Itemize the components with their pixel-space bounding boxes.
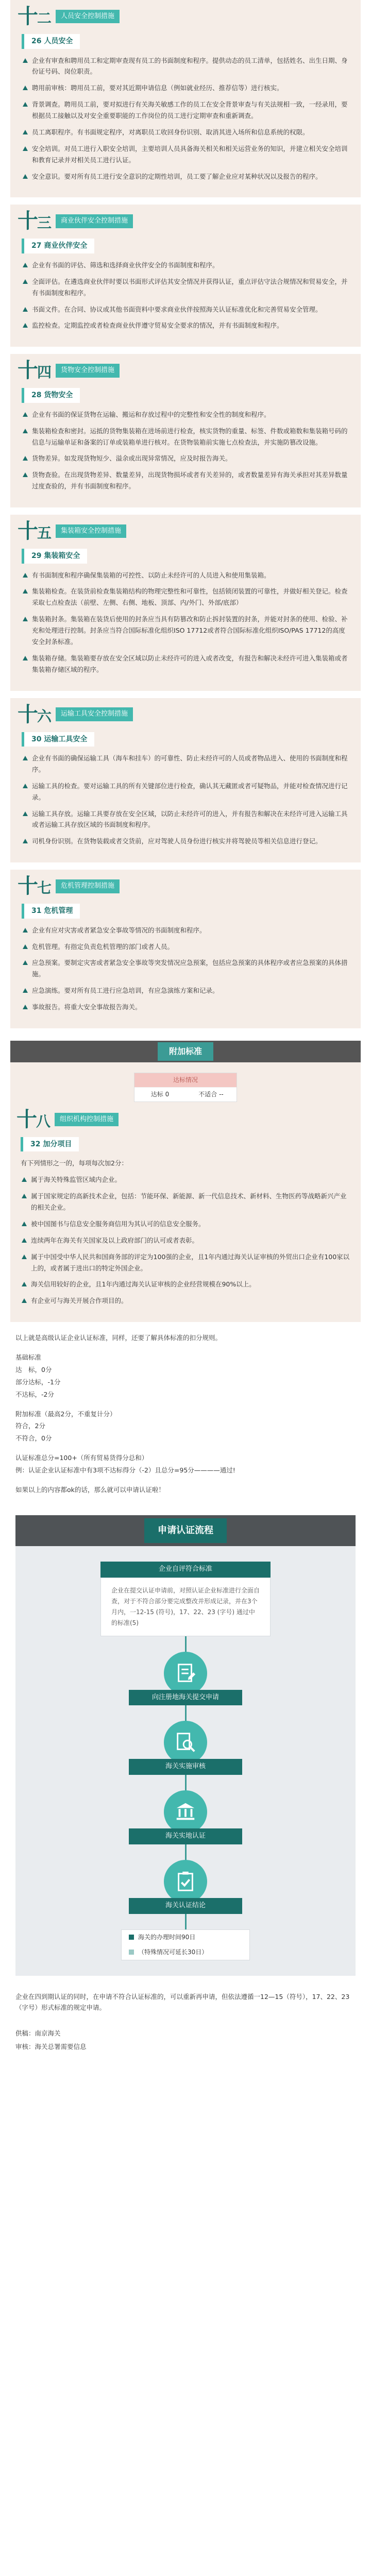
- list-item: 连续两年在海关有关国家及以上政府部门的认可或者表彰。: [21, 1235, 350, 1246]
- sec-num-sub: 五: [37, 524, 51, 541]
- list-item: 企业有书面的确保运输工具（海车和挂车）的可靠性、防止未经许可的人员或者物品进入、使用的书面制度和程序。: [22, 753, 349, 775]
- sec-tag: 运输工具安全控制措施: [56, 707, 133, 721]
- list-item: 安全培训。对员工进行入职安全培训，主要培训人员具备海关相关和相关运营业务的知识，并建立相关安全培训和教育记录并对相关员工进行认证。: [22, 143, 349, 166]
- legend-row: [134, 1087, 237, 1101]
- section-5: [10, 870, 361, 1028]
- list-item: 监控检查。定期监控或者检查商业伙伴遵守贸易安全要求的情况，并有书面制度和程序。: [22, 320, 349, 331]
- list-item: 企业有书面的评估、筛选和选择商业伙伴安全的书面制度和程序。: [22, 260, 349, 271]
- list-item: 运输工具的检查。要对运输工具的所有关键部位进行检查，确认其无藏匿或者可疑物品，并能对检查情况进行记录。: [22, 781, 349, 803]
- addon-sec-number: [16, 1109, 49, 1130]
- step5-label: 海关认证结论: [129, 1898, 242, 1914]
- sec-num-sub: 六: [37, 707, 51, 725]
- sec-sub-title: 31 危机管理: [22, 904, 80, 919]
- building-icon: [164, 1790, 207, 1834]
- list-item: 属于中国受中华人民共和国商务部的评定为100强的企业，且1年内通过海关认证审核的外贸出口企业有100家以上的，或者属于进出口的特定外国企业。: [21, 1251, 350, 1274]
- review-label: 审核：海关总署需要信息: [15, 2043, 87, 2051]
- add-rule-1: 符合，2分: [15, 1422, 45, 1430]
- sec-number: [18, 211, 50, 231]
- timeline-box: [121, 1929, 250, 1960]
- formula-example: 例：认证企业认证标准中有3项不达标得分（-2）且总分=95分————通过!: [15, 1466, 235, 1474]
- document-icon: [164, 1652, 207, 1695]
- sec-num-main: 十: [18, 5, 37, 28]
- addon-num-main: 十: [16, 1107, 36, 1131]
- base-title: 基础标准: [15, 1353, 42, 1361]
- base-rule-1: 达 标，0分: [15, 1365, 52, 1374]
- sec-sub-title: 30 运输工具安全: [22, 732, 94, 747]
- addon-num-sub: 八: [36, 1112, 50, 1130]
- scoring-block: [0, 1329, 371, 1500]
- list-item: 集装箱存储。集装箱要存放在安全区域以防止未经许可的进入或者改变，有报告和解决未经许可进入集装箱或者集装箱存储区域的程序。: [22, 653, 349, 675]
- sec-tag: 商业伙伴安全控制措施: [56, 214, 133, 228]
- sec-tag: 集装箱安全控制措施: [56, 524, 126, 538]
- sec-num-sub: 二: [37, 10, 51, 27]
- scoring-intro: 以上就是高级认证企业认证标准，同样，还要了解具体标准的扣分规则。: [15, 1334, 222, 1342]
- footer: [0, 1986, 371, 2060]
- section-0: [10, 0, 361, 197]
- sec-sub-title: 28 货物安全: [22, 388, 80, 403]
- timeline-row-2: [122, 1945, 249, 1960]
- addon-sub-title: 32 加分项目: [21, 1137, 79, 1152]
- sec-number: [18, 704, 50, 725]
- sec-num-sub: 三: [37, 214, 51, 232]
- base-rule-2: 部分达标，-1分: [15, 1378, 61, 1386]
- list-item: 事故报告。将重大安全事故报告海关。: [22, 1002, 349, 1013]
- list-item: 企业有审查和聘用员工和定期审查现有员工的书面制度和程序。提供动态的员工清单，包括姓名、出生日期、身份证号码、岗位职责。: [22, 55, 349, 78]
- list-item: 员工离职程序。有书面规定程序，对离职员工收回身份识别、取消其进入场所和信息系统的权限。: [22, 127, 349, 138]
- list-item: 应急预案。要制定灾害或者紧急安全事故等突发情况应急预案，包括应急预案的具体程序或者应急预案的具体措施。: [22, 957, 349, 980]
- sec-tag: 货物安全控制措施: [56, 364, 120, 378]
- legend-head: 达标情况: [134, 1073, 237, 1087]
- timeline-text-2: （特殊情况可延长30日）: [138, 1948, 208, 1956]
- sections-container: [0, 0, 371, 1028]
- sec-sub-title: 27 商业伙伴安全: [22, 239, 94, 253]
- list-item: 属于国家规定的高新技术企业，包括：节能环保、新能源、新一代信息技术、新材料、生物医药等战略新兴产业的相关企业。: [21, 1191, 350, 1213]
- source-label: 供稿：南京海关: [15, 2029, 61, 2038]
- clipboard-check-icon: [164, 1860, 207, 1903]
- step3-label: 海关实施审核: [129, 1759, 242, 1775]
- sec-number: [18, 521, 50, 541]
- flow-section: [15, 1515, 356, 1976]
- list-item: 企业有应对灾害或者紧急安全事故等情况的书面制度和程序。: [22, 925, 349, 936]
- list-item: 司机身份识别。在货物装载或者交货前，应对驾驶人员身份进行核实并将驾驶员等相关信息进行登记。: [22, 836, 349, 847]
- flow-body: [100, 1562, 271, 1960]
- sec-num-sub: 七: [37, 879, 51, 897]
- sec-number: [18, 360, 50, 381]
- list-item: 集装箱封条。集装箱在装货后使用的封条应当具有防篡改和防止拆封装置的封条，并能对封条的使用、检验、补充和处理进行控制。封条应当符合国际标准化组织ISO 17712或者符合国际标准化组织ISO/PAS 17712的高度安全封条标准。: [22, 614, 349, 648]
- add-rule-2: 不符合，0分: [15, 1434, 52, 1443]
- sec-head: [18, 360, 349, 381]
- list-item: 聘用前审核：聘用员工前，要对其近期申请信息（例如就业经历、推荐信等）进行核实。: [22, 82, 349, 94]
- addon-sec-tag: 组织机构控制措施: [55, 1113, 119, 1127]
- flow-banner: [15, 1515, 356, 1546]
- sec-number: [18, 6, 50, 27]
- sec-num-main: 十: [18, 519, 37, 543]
- sec-sub-title: 26 人员安全: [22, 34, 80, 49]
- sec-head: [18, 6, 349, 27]
- step2-label: 向注册地海关提交申请: [129, 1690, 242, 1706]
- timeline-row-1: [122, 1930, 249, 1945]
- sec-number: [18, 874, 51, 899]
- sec-head: [18, 521, 349, 541]
- formula-title: 认证标准总分=100+（所有贸易货得分总和）: [15, 1454, 148, 1462]
- list-item: 有企业可与海关开展合作项目的。: [21, 1295, 350, 1307]
- sec-head: [18, 704, 349, 725]
- list-item: 属于海关特殊监管区域内企业。: [21, 1174, 350, 1185]
- section-4: [10, 698, 361, 863]
- section-2: [10, 354, 361, 507]
- addon-banner: [10, 1041, 361, 1062]
- sec-num-sub: 四: [37, 364, 51, 381]
- add-title: 附加标准（最高2分，不重复计分）: [15, 1410, 116, 1418]
- magnifier-icon: [164, 1721, 207, 1764]
- list-item: 被中国图书与信息安全服务商信用为其认可的信息安全服务。: [21, 1218, 350, 1230]
- flow-banner-label: 申请认证流程: [144, 1518, 227, 1543]
- sec-num-main: 十: [18, 359, 37, 383]
- section-3: [10, 515, 361, 691]
- sec-head: [18, 874, 349, 899]
- step4-label: 海关实地认证: [129, 1828, 242, 1844]
- base-rule-3: 不达标，-2分: [15, 1390, 54, 1398]
- addon-intro: 有下列情形之一的，每项每次加2分：: [21, 1159, 128, 1167]
- legend-col-2: 不适合 --: [185, 1087, 237, 1101]
- square-icon: [129, 1935, 134, 1940]
- addon-sec-head: [16, 1109, 350, 1130]
- sec-tag: 危机管理控制措施: [56, 879, 120, 893]
- list-item: 书面文件。在合同、协议或其他书面资料中要求商业伙伴按照海关认证标准优化和完善贸易安全管理。: [22, 304, 349, 315]
- list-item: 企业有书面的保证货物在运输、搬运和存放过程中的完整性和安全性的制度和程序。: [22, 409, 349, 420]
- list-item: 全面评估。在遴选商业伙伴时要以书面形式评估其安全情况并获得认证，重点评估守法合规情况和贸易安全，并有书面制度和程序。: [22, 276, 349, 299]
- sec-head: [18, 211, 349, 231]
- sec-tag: 人员安全控制措施: [56, 10, 120, 24]
- list-item: 集装箱检查。在装货前检查集装箱结构的物理完整性和可靠性，包括锁闭装置的可靠性，并做好相关登记。检查采取七点检查法（前壁、左侧、右侧、地板、顶部、内/外门、外部/底部）: [22, 586, 349, 608]
- step1-title: 企业自评符合标准: [100, 1562, 271, 1578]
- sec-num-main: 十: [18, 874, 37, 899]
- scoring-outro: 如果以上的内容都ok的话，那么就可以申请认证啦！: [15, 1485, 165, 1494]
- list-item: 运输工具存放。运输工具要存放在安全区域，以防止未经许可的进入，并有报告和解决在未经许可进入运输工具或者运输工具存放区域的书面制度和程序。: [22, 808, 349, 831]
- list-item: 海关信用较好的企业，且1年内通过海关认证审核的企业经营规模在90%以上。: [21, 1279, 350, 1290]
- addon-banner-label: 附加标准: [158, 1042, 213, 1061]
- legend-col-1: 达标 0: [134, 1087, 185, 1101]
- addon-section: [10, 1041, 361, 1322]
- section-1: [10, 205, 361, 347]
- list-item: 集装箱检查和密封。运抵的货物集装箱在进场前进行检查，核实货物的重量、标签、件数或箱数和集装箱号码的信息与运输单证和备案的订单或装箱单进行核对。在货物装箱前实施七点检查法，并实施防篡改设施。: [22, 426, 349, 448]
- list-item: 货物查验。在出现货物差异、数量差异，出现货物损坏或者有关差异的，或者数量差异有海关承担对其差异数量过度查验的，并有书面制度和程序。: [22, 469, 349, 492]
- sec-num-main: 十: [18, 702, 37, 726]
- list-item: 安全意识。要对所有员工进行安全意识的定期性培训，员工要了解企业应对某种状况以及报告的程序。: [22, 171, 349, 182]
- list-item: 背景调查。聘用员工前，要对拟进行有关海关敏感工作的员工在安全背景审查与有关法规相一致，一经录用，要根据员工接触以及对安全重要职能的工作岗位的员工进行定期审查和重新调查。: [22, 99, 349, 122]
- list-item: 危机管理。有指定负责危机管理的部门或者人员。: [22, 941, 349, 953]
- list-item: 有书面制度和程序确保集装箱的可控性、以防止未经许可的人员进入和使用集装箱。: [22, 570, 349, 581]
- list-item: 货物差异。如发现货物短少、溢余或出现异常情况，应及时报告海关。: [22, 453, 349, 464]
- sec-sub-title: 29 集装箱安全: [22, 549, 87, 564]
- sec-num-main: 十: [18, 209, 37, 233]
- legend: [134, 1073, 237, 1102]
- list-item: 应急演练。要对所有员工进行应急培训，有应急演练方案和记录。: [22, 985, 349, 996]
- timeline-text-1: 海关的办理时间90日: [138, 1933, 196, 1941]
- square-icon: [129, 1950, 134, 1955]
- footer-text: 企业在四到期认证的同时，在申请不符合认证标准的，可以重新再申请，但依法遵循一12—15（符号），17、22、23（字号）形式标准的规定申请。: [15, 1992, 350, 2012]
- addon-items: [21, 1174, 350, 1307]
- step1-box: 企业在提交认证申请前，对照认证企业标准进行全面自查，对于不符合部分要完成整改并形成记录，并在3个月内，一12-15 (符号)，17、22、23 (字号) 通过中的标准(5): [100, 1578, 271, 1636]
